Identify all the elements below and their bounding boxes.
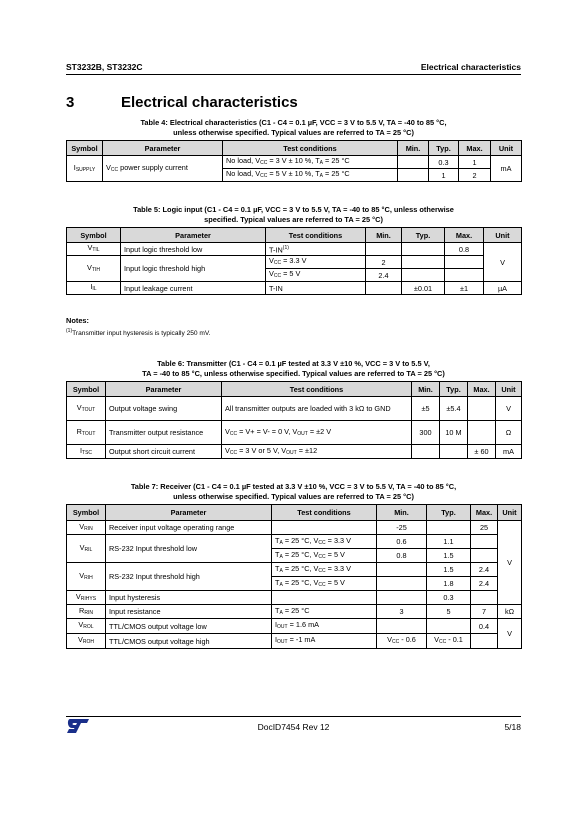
footnote-marker: (1) bbox=[66, 328, 73, 334]
cond-sub: OUT bbox=[277, 624, 288, 630]
max-value: 2.4 bbox=[471, 563, 498, 577]
param-cell: Input resistance bbox=[106, 605, 272, 619]
cond-sub: CC bbox=[318, 553, 326, 560]
symbol-letter: V bbox=[79, 521, 85, 531]
typ-value: ±5.4 bbox=[440, 397, 468, 421]
typ-text: V bbox=[434, 635, 439, 644]
symbol-vrin bbox=[67, 521, 106, 535]
symbol-letter: V bbox=[78, 635, 83, 644]
cond-sub: CC bbox=[260, 173, 268, 179]
cond-text: = 5 V bbox=[325, 549, 345, 559]
table6-header: Min. bbox=[412, 382, 440, 397]
table7-header: Parameter bbox=[106, 505, 272, 521]
test-condition bbox=[272, 535, 377, 549]
min-value bbox=[377, 619, 427, 634]
cond-text: = 25 °C, V bbox=[282, 535, 319, 545]
min-value: 2.4 bbox=[366, 269, 402, 282]
max-value: 25 bbox=[471, 521, 498, 535]
symbol-letter: V bbox=[76, 402, 82, 412]
table6-header: Symbol bbox=[67, 382, 106, 397]
cond-sub: CC bbox=[260, 160, 268, 166]
test-condition bbox=[272, 577, 377, 591]
section-title: Electrical characteristics bbox=[121, 94, 298, 111]
cond-sub: OUT bbox=[277, 639, 288, 645]
param-cell: Input leakage current bbox=[121, 282, 266, 295]
symbol-vrihys bbox=[67, 591, 106, 605]
section-number: 3 bbox=[66, 94, 75, 111]
symbol-sub: RIN bbox=[84, 525, 93, 532]
symbol-isupply bbox=[67, 156, 103, 182]
cond-sub: CC bbox=[318, 581, 326, 588]
symbol-vril bbox=[67, 535, 106, 563]
symbol-letter: V bbox=[78, 620, 84, 629]
min-value bbox=[398, 169, 429, 182]
footer-doc-id: DocID7454 Rev 12 bbox=[257, 722, 330, 732]
param-cell: Output voltage swing bbox=[106, 397, 222, 421]
max-value bbox=[471, 549, 498, 563]
unit-value: Ω bbox=[496, 421, 522, 445]
cond-sub: A bbox=[279, 567, 283, 574]
test-condition bbox=[223, 156, 398, 169]
typ-value: 1 bbox=[429, 169, 459, 182]
cond-sub: A bbox=[279, 539, 283, 546]
page-header-right: Electrical characteristics bbox=[420, 62, 521, 72]
footer-page-number: 5/18 bbox=[504, 722, 521, 732]
param-cell: Transmitter output resistance bbox=[106, 421, 222, 445]
symbol-sub: TIL bbox=[92, 247, 100, 253]
max-value: 2.4 bbox=[471, 577, 498, 591]
table5-header: Parameter bbox=[121, 228, 266, 243]
symbol-itsc bbox=[67, 445, 106, 459]
table5-header: Unit bbox=[484, 228, 522, 243]
table6-header: Unit bbox=[496, 382, 522, 397]
table5-header: Typ. bbox=[402, 228, 445, 243]
cond-sub: CC bbox=[273, 260, 282, 266]
symbol-sub: RIH bbox=[84, 574, 93, 581]
max-value bbox=[471, 535, 498, 549]
typ-value: 1.5 bbox=[427, 563, 471, 577]
typ-sub: CC bbox=[439, 639, 447, 645]
footnote-ref: (1) bbox=[282, 244, 289, 251]
footer-rule bbox=[66, 716, 521, 717]
test-condition bbox=[266, 256, 366, 269]
max-value: ± 60 bbox=[468, 445, 496, 459]
cond-text: = 25 °C, V bbox=[282, 577, 319, 587]
cond-text: = 5 V bbox=[281, 269, 301, 278]
symbol-sub: RIHYS bbox=[80, 595, 97, 602]
max-value bbox=[468, 397, 496, 421]
table7-caption-line1: Table 7: Receiver (C1 - C4 = 0.1 µF tested at 3.3 V ±10 %, VCC = 3 V to 5.5 V, TA = -40 to 85 °C, bbox=[130, 482, 457, 491]
param-cell: RS-232 Input threshold high bbox=[106, 563, 272, 591]
table6 bbox=[66, 381, 522, 459]
param-sub: CC bbox=[110, 166, 119, 173]
min-value bbox=[398, 156, 429, 169]
cond-text: V bbox=[225, 445, 230, 455]
table7-caption bbox=[66, 482, 521, 501]
typ-value bbox=[402, 243, 445, 256]
cond-sub: CC bbox=[318, 539, 326, 546]
max-value: 7 bbox=[471, 605, 498, 619]
test-condition bbox=[266, 269, 366, 282]
cond-sub: CC bbox=[229, 449, 238, 456]
unit-value: mA bbox=[496, 445, 522, 459]
cond-text: T bbox=[275, 605, 280, 615]
min-value: 300 bbox=[412, 421, 440, 445]
param-cell: RS-232 Input threshold low bbox=[106, 535, 272, 563]
table7-header: Test conditions bbox=[272, 505, 377, 521]
cond-sub: OUT bbox=[286, 449, 297, 456]
table4-header: Unit bbox=[491, 141, 522, 156]
max-value: 0.8 bbox=[445, 243, 484, 256]
table7-header: Typ. bbox=[427, 505, 471, 521]
typ-value bbox=[427, 521, 471, 535]
min-sub: CC bbox=[392, 639, 400, 645]
param-letter: V bbox=[106, 162, 111, 172]
typ-value bbox=[402, 256, 445, 269]
param-cell: Input hysteresis bbox=[106, 591, 272, 605]
cond-text: I bbox=[275, 620, 278, 629]
param-cell: TTL/CMOS output voltage low bbox=[106, 619, 272, 634]
symbol-sub: TIH bbox=[91, 266, 100, 273]
unit-value: kΩ bbox=[498, 605, 522, 619]
cond-sub: A bbox=[279, 553, 283, 560]
param-cell: Output short circuit current bbox=[106, 445, 222, 459]
table5-header: Test conditions bbox=[266, 228, 366, 243]
symbol-letter: V bbox=[75, 591, 81, 601]
test-condition bbox=[272, 634, 377, 649]
cond-text: = 25 °C, V bbox=[282, 563, 319, 573]
symbol-letter: V bbox=[79, 542, 85, 552]
table7-header: Symbol bbox=[67, 505, 106, 521]
table4-caption bbox=[66, 118, 521, 137]
cond-text: No load, V bbox=[226, 156, 261, 165]
table4-header: Max. bbox=[459, 141, 491, 156]
symbol-vrih bbox=[67, 563, 106, 591]
cond-text: = 25 °C, V bbox=[282, 549, 319, 559]
min-value: 0.6 bbox=[377, 535, 427, 549]
min-value bbox=[366, 243, 402, 256]
min-value: ±5 bbox=[412, 397, 440, 421]
notes-title: Notes: bbox=[66, 316, 89, 325]
test-condition bbox=[272, 605, 377, 619]
typ-value: 1.8 bbox=[427, 577, 471, 591]
test-condition bbox=[272, 563, 377, 577]
cond-sub: CC bbox=[318, 567, 326, 574]
table5-header: Max. bbox=[445, 228, 484, 243]
cond-text: = 25 °C bbox=[323, 156, 350, 165]
table6-caption-line2: TA = -40 to 85 °C, unless otherwise specified. Typical values are referred to TA = 25 °C) bbox=[142, 368, 445, 378]
max-value: ±1 bbox=[445, 282, 484, 295]
symbol-sub: TOUT bbox=[81, 430, 96, 437]
symbol-letter: I bbox=[73, 162, 76, 172]
table7-header: Max. bbox=[471, 505, 498, 521]
typ-value: 10 M bbox=[440, 421, 468, 445]
symbol-rrin bbox=[67, 605, 106, 619]
table5-caption bbox=[66, 205, 521, 224]
table4-caption-line2: unless otherwise specified. Typical values are referred to TA = 25 °C) bbox=[173, 127, 414, 137]
min-text: - 0.6 bbox=[399, 635, 416, 644]
cond-text: = 25 °C bbox=[323, 169, 350, 178]
table5 bbox=[66, 227, 522, 295]
typ-value bbox=[427, 634, 471, 649]
cond-text: V bbox=[269, 269, 274, 278]
cond-text: = 25 °C bbox=[282, 605, 310, 615]
cond-text: T bbox=[275, 549, 280, 559]
symbol-rtout bbox=[67, 421, 106, 445]
max-value: 0.4 bbox=[471, 619, 498, 634]
cond-sub: A bbox=[319, 160, 323, 166]
cond-text: = ±2 V bbox=[307, 426, 332, 436]
typ-value: ±0.01 bbox=[402, 282, 445, 295]
unit-value: V bbox=[498, 521, 522, 605]
max-value bbox=[445, 256, 484, 269]
symbol-letter: I bbox=[90, 282, 93, 291]
cond-text: = 1.6 mA bbox=[287, 620, 320, 629]
typ-value: 5 bbox=[427, 605, 471, 619]
symbol-sub: RIN bbox=[84, 609, 93, 616]
symbol-sub: TSC bbox=[82, 449, 93, 456]
test-condition bbox=[222, 421, 412, 445]
cond-text: V bbox=[225, 426, 230, 436]
note-item bbox=[66, 328, 211, 337]
symbol-vtih bbox=[67, 256, 121, 282]
table7 bbox=[66, 504, 522, 649]
param-cell: Receiver input voltage operating range bbox=[106, 521, 272, 535]
table6-caption-line1: Table 6: Transmitter (C1 - C4 = 0.1 µF tested at 3.3 V ±10 %, VCC = 3 V to 5.5 V, bbox=[157, 359, 430, 368]
table4-header: Parameter bbox=[103, 141, 223, 156]
symbol-sub: SUPPLY bbox=[75, 166, 96, 173]
symbol-letter: V bbox=[87, 262, 92, 272]
table7-header: Min. bbox=[377, 505, 427, 521]
min-value bbox=[366, 282, 402, 295]
table4 bbox=[66, 140, 522, 182]
table6-header: Test conditions bbox=[222, 382, 412, 397]
table6-header: Max. bbox=[468, 382, 496, 397]
typ-value bbox=[427, 619, 471, 634]
max-value bbox=[468, 421, 496, 445]
unit-value: V bbox=[484, 243, 522, 282]
symbol-sub: TOUT bbox=[81, 406, 96, 413]
min-value bbox=[377, 591, 427, 605]
cond-text: T-IN bbox=[269, 245, 283, 255]
symbol-vrol bbox=[67, 619, 106, 634]
test-condition bbox=[223, 169, 398, 182]
max-value bbox=[471, 634, 498, 649]
table4-header: Symbol bbox=[67, 141, 103, 156]
cond-text: = -1 mA bbox=[287, 635, 316, 644]
test-condition bbox=[266, 243, 366, 256]
param-cell: Input logic threshold high bbox=[121, 256, 266, 282]
min-text: V bbox=[387, 635, 392, 644]
cond-text: = ±12 bbox=[296, 445, 318, 455]
unit-value: V bbox=[496, 397, 522, 421]
unit-value: mA bbox=[491, 156, 522, 182]
cond-sub: A bbox=[279, 581, 283, 588]
min-value: 2 bbox=[366, 256, 402, 269]
symbol-sub: RIL bbox=[84, 546, 93, 553]
min-value: 0.8 bbox=[377, 549, 427, 563]
max-value: 2 bbox=[459, 169, 491, 182]
symbol-sub: ROH bbox=[82, 639, 94, 645]
table4-header: Typ. bbox=[429, 141, 459, 156]
typ-text: - 0.1 bbox=[446, 635, 463, 644]
table4-header: Min. bbox=[398, 141, 429, 156]
cond-text: = V+ = V- = 0 V, V bbox=[237, 426, 298, 436]
page-header-left: ST3232B, ST3232C bbox=[66, 62, 143, 72]
table6-caption bbox=[66, 359, 521, 378]
min-value: -25 bbox=[377, 521, 427, 535]
cond-text: = 5 V bbox=[325, 577, 345, 587]
unit-value: µA bbox=[484, 282, 522, 295]
cond-text: T bbox=[275, 563, 280, 573]
cond-text: = 3.3 V bbox=[325, 563, 351, 573]
typ-value bbox=[402, 269, 445, 282]
cond-text: = 3 V ± 10 %, T bbox=[267, 156, 320, 165]
table5-caption-line2: specified. Typical values are referred to TA = 25 °C) bbox=[204, 214, 383, 224]
test-condition: All transmitter outputs are loaded with 3 kΩ to GND bbox=[222, 397, 412, 421]
symbol-letter: R bbox=[79, 605, 85, 615]
test-condition bbox=[222, 445, 412, 459]
cond-sub: OUT bbox=[297, 430, 308, 437]
param-text: power supply current bbox=[118, 162, 188, 172]
min-value: 3 bbox=[377, 605, 427, 619]
test-condition bbox=[272, 549, 377, 563]
typ-value bbox=[440, 445, 468, 459]
cond-text: = 5 V ± 10 %, T bbox=[267, 169, 320, 178]
table5-header: Symbol bbox=[67, 228, 121, 243]
symbol-letter: V bbox=[87, 243, 93, 252]
test-condition bbox=[272, 591, 377, 605]
test-condition bbox=[272, 521, 377, 535]
typ-value: 1.5 bbox=[427, 549, 471, 563]
symbol-vroh bbox=[67, 634, 106, 649]
table4-header: Test conditions bbox=[223, 141, 398, 156]
param-cell: TTL/CMOS output voltage high bbox=[106, 634, 272, 649]
cond-text: T bbox=[275, 535, 280, 545]
cond-text: = 3 V or 5 V, V bbox=[237, 445, 287, 455]
cond-sub: CC bbox=[273, 273, 282, 279]
unit-value: V bbox=[498, 619, 522, 649]
cond-text: = 3.3 V bbox=[281, 256, 307, 265]
symbol-letter: V bbox=[79, 570, 85, 580]
header-rule bbox=[66, 74, 521, 75]
table5-caption-line1: Table 5: Logic input (C1 - C4 = 0.1 µF, VCC = 3 V to 5.5 V, TA = -40 to 85 °C, unless otherwise bbox=[133, 205, 454, 214]
table7-header: Unit bbox=[498, 505, 522, 521]
table4-caption-line1: Table 4: Electrical characteristics (C1 - C4 = 0.1 µF, VCC = 3 V to 5.5 V, TA = -40 to 85 °C, bbox=[140, 118, 447, 127]
cond-text: = 3.3 V bbox=[325, 535, 351, 545]
cond-text: V bbox=[269, 256, 274, 265]
param-supply-current bbox=[103, 156, 223, 182]
cond-sub: A bbox=[279, 609, 283, 616]
table6-header: Parameter bbox=[106, 382, 222, 397]
max-value bbox=[445, 269, 484, 282]
typ-value: 1.1 bbox=[427, 535, 471, 549]
table5-header: Min. bbox=[366, 228, 402, 243]
test-condition bbox=[272, 619, 377, 634]
min-value bbox=[377, 563, 427, 577]
max-value: 1 bbox=[459, 156, 491, 169]
symbol-iil bbox=[67, 282, 121, 295]
min-value bbox=[377, 577, 427, 591]
table7-caption-line2: unless otherwise specified. Typical values are referred to TA = 25 °C) bbox=[173, 491, 414, 501]
min-value bbox=[412, 445, 440, 459]
test-condition: T-IN bbox=[266, 282, 366, 295]
symbol-sub: ROL bbox=[83, 624, 94, 630]
cond-text: I bbox=[275, 635, 278, 644]
cond-sub: A bbox=[319, 173, 323, 179]
typ-value: 0.3 bbox=[427, 591, 471, 605]
cond-text: No load, V bbox=[226, 169, 261, 178]
symbol-sub: IL bbox=[92, 286, 97, 292]
symbol-letter: I bbox=[79, 445, 83, 455]
max-value bbox=[471, 591, 498, 605]
param-cell: Input logic threshold low bbox=[121, 243, 266, 256]
symbol-vtout bbox=[67, 397, 106, 421]
min-value bbox=[377, 634, 427, 649]
note-text: Transmitter input hysteresis is typically 250 mV. bbox=[72, 330, 211, 338]
typ-value: 0.3 bbox=[429, 156, 459, 169]
cond-sub: CC bbox=[229, 430, 238, 437]
symbol-vtil bbox=[67, 243, 121, 256]
table6-header: Typ. bbox=[440, 382, 468, 397]
symbol-letter: R bbox=[76, 426, 82, 436]
cond-text: T bbox=[275, 577, 280, 587]
